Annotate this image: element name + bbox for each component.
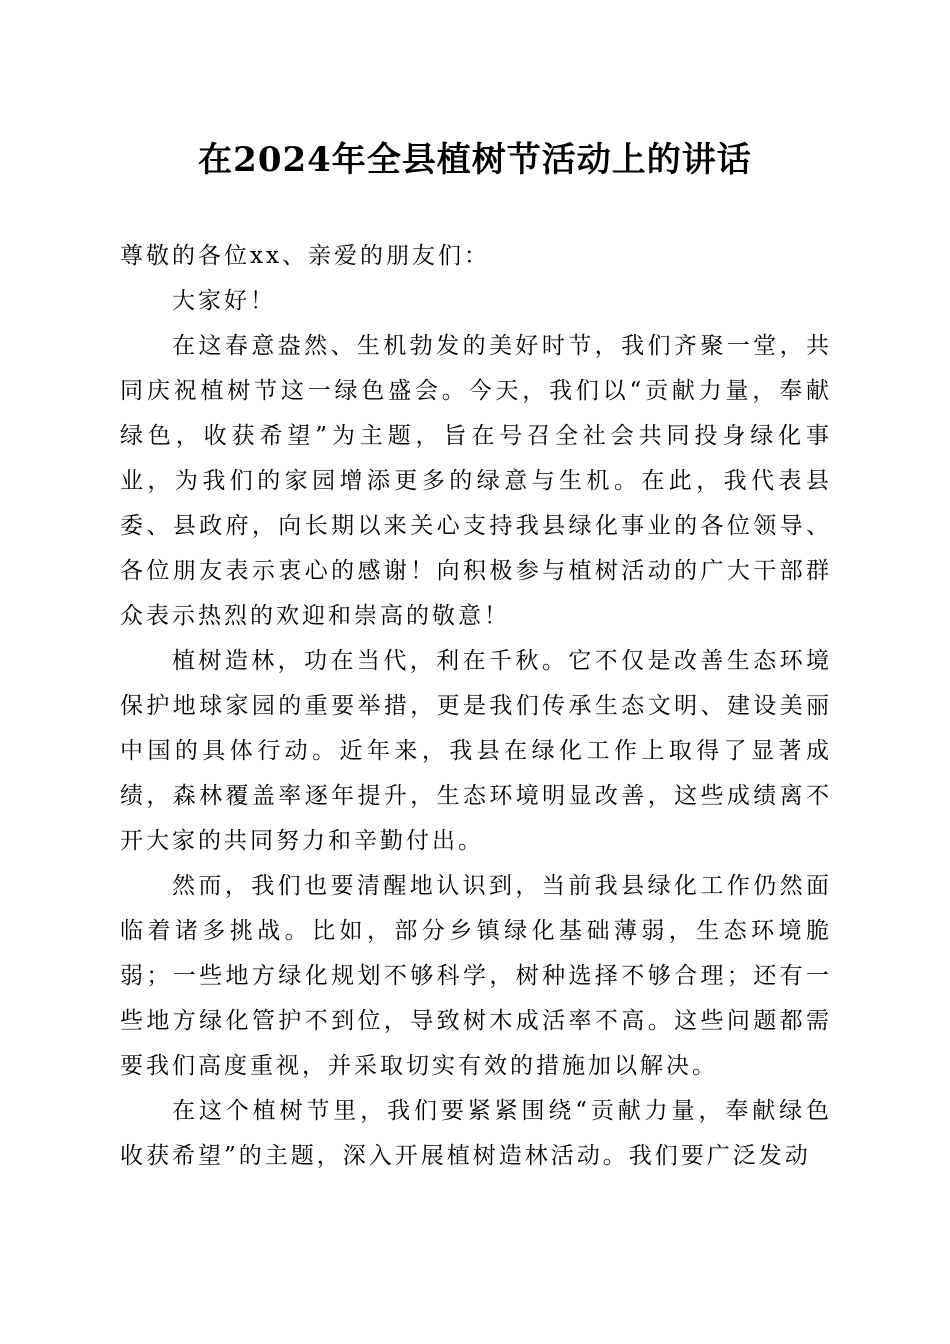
paragraph-call-to-action: 在这个植树节里，我们要紧紧围绕“贡献力量，奉献绿色收获希望”的主题，深入开展植树造林活动。我们要广泛发动 <box>120 1098 832 1169</box>
paragraph-greeting: 大家好！ <box>172 288 276 314</box>
paragraph-significance: 植树造林，功在当代，利在千秋。它不仅是改善生态环境保护地球家园的重要举措，更是我们传承生态文明、建设美丽中国的具体行动。近年来，我县在绿化工作上取得了显著成绩，森林覆盖率逐年提升，生态环境明显改善，这些成绩离不开大家的共同努力和辛勤付出。 <box>120 648 832 854</box>
paragraph-opening: 在这春意盎然、生机勃发的美好时节，我们齐聚一堂，共同庆祝植树节这一绿色盛会。今天，我们以“贡献力量，奉献绿色，收获希望”为主题，旨在号召全社会共同投身绿化事业，为我们的家园增添更多的绿意与生机。在此，我代表县委、县政府，向长期以来关心支持我县绿化事业的各位领导、各位朋友表示衷心的感谢！向积极参与植树活动的广大干部群众表示热烈的欢迎和崇高的敬意！ <box>120 333 832 629</box>
document-title: 在2024年全县植树节活动上的讲话 <box>198 140 752 180</box>
document-body <box>120 234 832 1179</box>
salutation: 尊敬的各位xx、亲爱的朋友们： <box>120 243 490 269</box>
paragraph-challenges: 然而，我们也要清醒地认识到，当前我县绿化工作仍然面临着诸多挑战。比如，部分乡镇绿化基础薄弱，生态环境脆弱；一些地方绿化规划不够科学，树种选择不够合理；还有一些地方绿化管护不到位，导致树木成活率不高。这些问题都需要我们高度重视，并采取切实有效的措施加以解决。 <box>120 873 832 1079</box>
